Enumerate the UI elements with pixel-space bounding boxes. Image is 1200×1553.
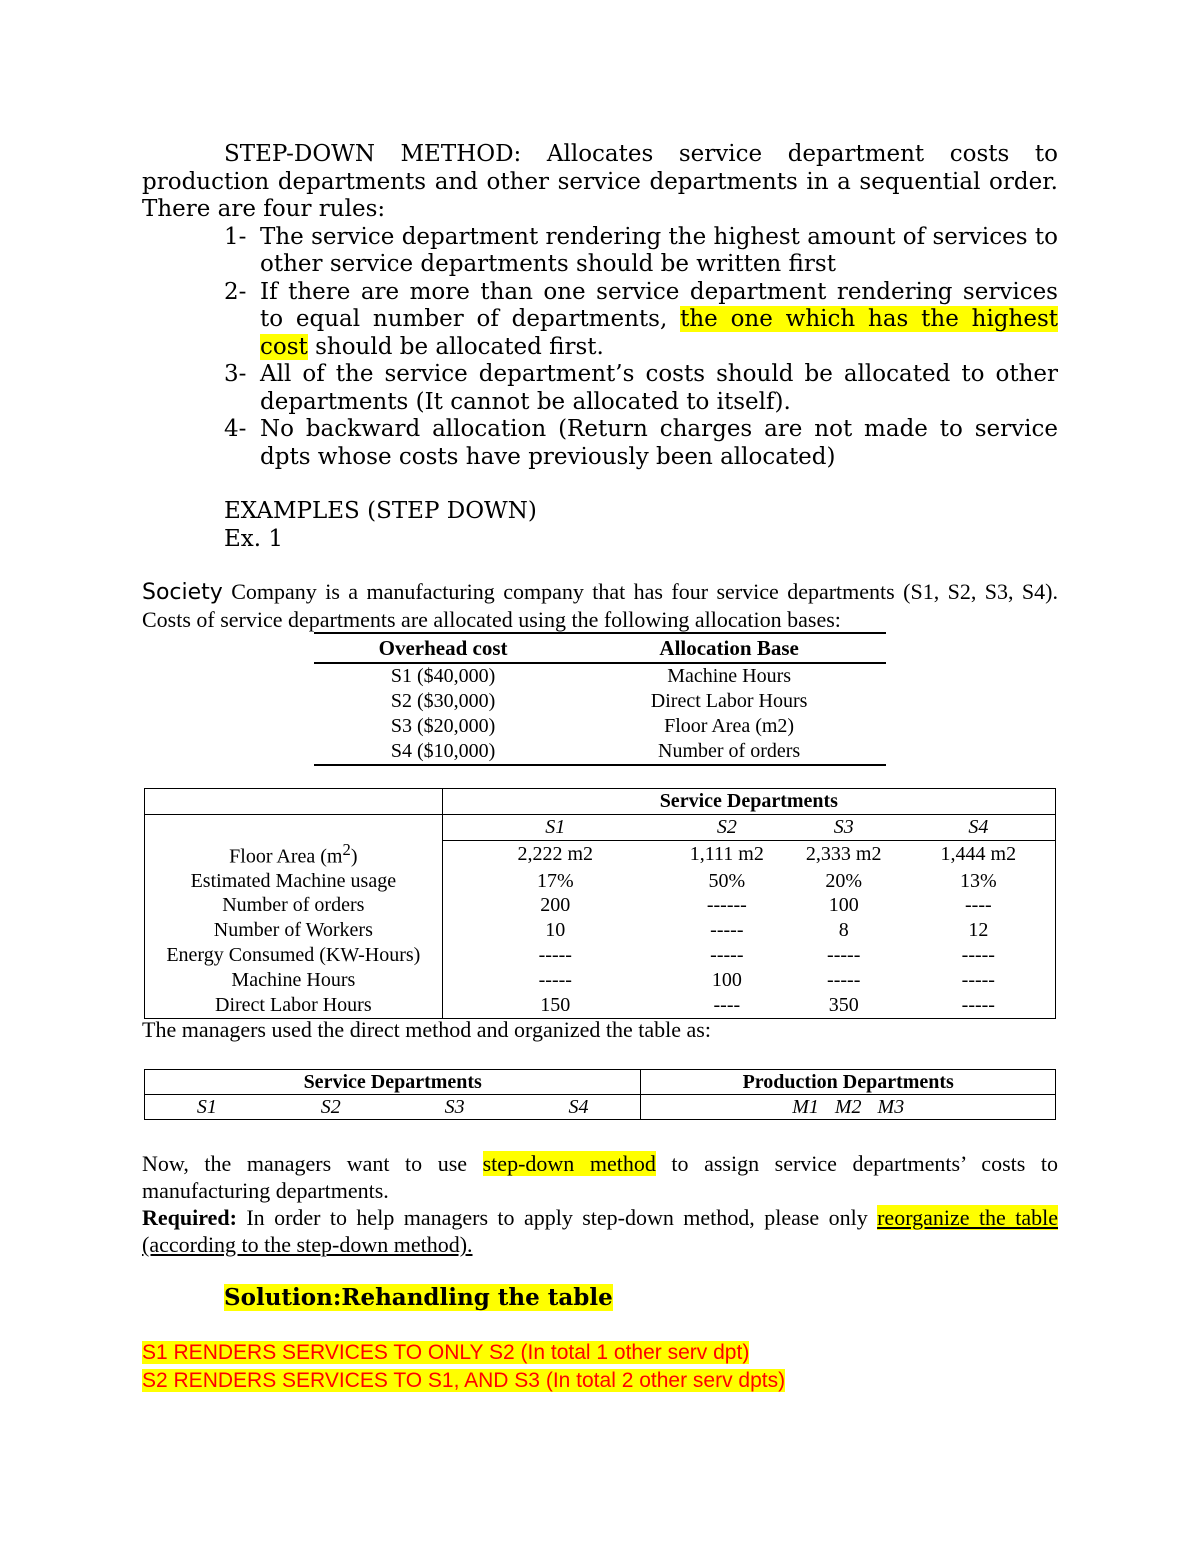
column-label: M2 bbox=[834, 1095, 862, 1118]
table-cell: S1 ($40,000) bbox=[390, 665, 496, 687]
column-header: S1 bbox=[442, 814, 668, 840]
table-row bbox=[145, 968, 1056, 993]
rule-highlight: the one which has the highest cost bbox=[260, 306, 1058, 360]
table-cell: 12 bbox=[902, 918, 1056, 943]
table-cell: Number of orders bbox=[572, 739, 886, 765]
service-production-table bbox=[144, 1069, 1056, 1120]
table-cell: ----- bbox=[902, 993, 1056, 1018]
row-label: Direct Labor Hours bbox=[145, 993, 443, 1018]
table-cell: Floor Area (m2) bbox=[664, 715, 795, 737]
required-label: Required: bbox=[142, 1205, 237, 1230]
highlighted-phrase: reorganize the table bbox=[877, 1205, 1058, 1230]
table-cell: ----- bbox=[442, 968, 668, 993]
table-cell: ------ bbox=[706, 894, 747, 917]
table-row bbox=[314, 689, 886, 714]
table-cell: 100 bbox=[828, 894, 859, 917]
table-cell: 17% bbox=[442, 869, 668, 894]
group-header: Service Departments bbox=[442, 789, 1055, 815]
column-header: Allocation Base bbox=[572, 633, 886, 663]
column-header: S3 bbox=[786, 814, 902, 840]
table-cell: ----- bbox=[827, 944, 861, 967]
table-row bbox=[145, 918, 1056, 943]
column-label: M1 bbox=[792, 1095, 819, 1118]
rule-number: 3- bbox=[224, 361, 247, 387]
table-cell: 2,333 m2 bbox=[805, 843, 882, 866]
intro-indent bbox=[142, 141, 224, 167]
column-header: Overhead cost bbox=[314, 633, 572, 663]
solution-heading: Solution:Rehandling the table bbox=[224, 1284, 613, 1311]
row-label: Energy Consumed (KW-Hours) bbox=[145, 943, 443, 968]
required-paragraph: Required: In order to help managers to apply step-down method, please only reorganize the table (according to the step-down method). bbox=[142, 1205, 1058, 1257]
column-label: M3 bbox=[877, 1095, 905, 1118]
table-cell: S4 ($10,000) bbox=[314, 739, 572, 765]
rule-number: 1- bbox=[224, 223, 247, 250]
table-row bbox=[145, 943, 1056, 968]
intro-paragraph: STEP-DOWN METHOD: Allocates service department costs to production departments and other service departments in a sequential order. There are four rules: bbox=[142, 141, 1058, 222]
table-cell: ---- bbox=[902, 894, 1056, 919]
empty-corner-cell bbox=[145, 789, 443, 815]
table-cell: Direct Labor Hours bbox=[650, 690, 808, 712]
table-cell: ---- bbox=[668, 993, 786, 1018]
managers-note: The managers used the direct method and organized the table as: bbox=[142, 1017, 711, 1042]
rules-list bbox=[142, 224, 1058, 472]
row-label: Number of orders bbox=[145, 894, 443, 919]
table-row bbox=[145, 993, 1056, 1018]
column-header: S2 bbox=[668, 814, 786, 840]
rule-number: 4- bbox=[224, 416, 247, 442]
table-cell: ----- bbox=[902, 943, 1056, 968]
table-row bbox=[314, 663, 886, 689]
column-label: S4 bbox=[568, 1095, 589, 1118]
row-label: Machine Hours bbox=[145, 968, 443, 993]
table-header-row bbox=[145, 789, 1056, 815]
service-departments-header: Service Departments bbox=[145, 1070, 641, 1095]
rule-number: 2- bbox=[224, 278, 247, 305]
column-header: S4 bbox=[902, 814, 1056, 840]
superscript: 2 bbox=[342, 840, 351, 860]
table-row bbox=[314, 739, 886, 765]
table-cell: 200 bbox=[442, 894, 668, 919]
column-label: S2 bbox=[320, 1095, 341, 1118]
department-data-table bbox=[144, 788, 1056, 1019]
row-label: Floor Area $(m^2)$ bbox=[145, 840, 443, 869]
overhead-table bbox=[314, 632, 886, 766]
examples-heading: EXAMPLES (STEP DOWN) bbox=[224, 498, 537, 524]
row-label: Number of Workers bbox=[145, 918, 443, 943]
table-header-row bbox=[314, 633, 886, 663]
rule-text: No backward allocation (Return charges are not made to service dpts whose costs have previously been allocated) bbox=[260, 416, 1058, 470]
table-cell: 50% bbox=[708, 869, 746, 892]
table-cell: Machine Hours bbox=[667, 665, 792, 687]
example-label: Ex. 1 bbox=[224, 525, 284, 552]
table-cell: 20% bbox=[825, 869, 863, 892]
red-line: S2 RENDERS SERVICES TO S1, AND S3 (In total 2 other serv dpts) bbox=[142, 1369, 786, 1392]
table-row bbox=[145, 869, 1056, 894]
table-cell: 10 bbox=[442, 918, 668, 943]
production-departments-header: Production Departments bbox=[641, 1070, 1056, 1095]
table-cell: ----- bbox=[902, 968, 1056, 993]
rule-item bbox=[142, 361, 1058, 416]
red-line: S1 RENDERS SERVICES TO ONLY S2 (In total 1 other serv dpt) bbox=[142, 1341, 750, 1364]
rule-text: If there are more than one service department rendering services to equal number of departments, bbox=[260, 278, 1058, 332]
rule-text: All of the service department’s costs should be allocated to other departments (It cannot be allocated to itself). bbox=[260, 361, 1058, 415]
underlined-text: (according to the step-down method). bbox=[142, 1232, 473, 1257]
table-cell: ----- bbox=[827, 968, 861, 991]
table-row bbox=[145, 840, 1056, 869]
table-cell: 350 bbox=[786, 993, 902, 1018]
column-label: S3 bbox=[444, 1095, 465, 1118]
rule-text-end: should be allocated first. bbox=[307, 333, 604, 360]
table-cell: 8 bbox=[838, 919, 849, 942]
highlighted-phrase: step-down method bbox=[482, 1151, 656, 1176]
table-cell: 1,111 m2 bbox=[689, 843, 764, 866]
company-name: Society bbox=[142, 580, 223, 605]
rule-item bbox=[142, 279, 1058, 362]
table-cell: S3 ($20,000) bbox=[390, 715, 496, 737]
rule-text: The service department rendering the highest amount of services to other service departments should be written first bbox=[260, 223, 1058, 277]
table-cell: ----- bbox=[710, 919, 744, 942]
table-cell: 13% bbox=[902, 869, 1056, 894]
service-columns bbox=[145, 1096, 640, 1119]
table-cell: 100 bbox=[711, 968, 742, 991]
production-columns-cell bbox=[641, 1095, 1056, 1120]
column-label: S1 bbox=[196, 1095, 217, 1118]
table-cell: 150 bbox=[442, 993, 668, 1018]
now-paragraph: Now, the managers want to use step-down method to assign service departments’ costs to manufacturing departments. bbox=[142, 1151, 1058, 1203]
rule-item bbox=[142, 224, 1058, 279]
table-row bbox=[145, 1095, 1056, 1120]
table-cell: ----- bbox=[710, 944, 744, 967]
service-columns-cell bbox=[145, 1095, 641, 1120]
table-row bbox=[314, 714, 886, 739]
table-header-row bbox=[145, 814, 1056, 840]
table-row bbox=[145, 894, 1056, 919]
society-text: Company is a manufacturing company that has four service departments (S1, S2, S3, S4). Costs of service departments are allocated using the following allocation bases: bbox=[142, 579, 1058, 632]
table-cell: ----- bbox=[442, 943, 668, 968]
table-cell: 1,444 m2 bbox=[902, 840, 1056, 869]
table-cell: S2 ($30,000) bbox=[390, 690, 496, 712]
rule-item bbox=[142, 416, 1058, 471]
row-label: Estimated Machine usage bbox=[145, 869, 443, 894]
table-cell: 2,222 m2 bbox=[442, 840, 668, 869]
table-header-row bbox=[145, 1070, 1056, 1095]
society-paragraph bbox=[142, 578, 1058, 633]
label-cell bbox=[145, 814, 443, 840]
intro-section bbox=[142, 141, 1058, 553]
